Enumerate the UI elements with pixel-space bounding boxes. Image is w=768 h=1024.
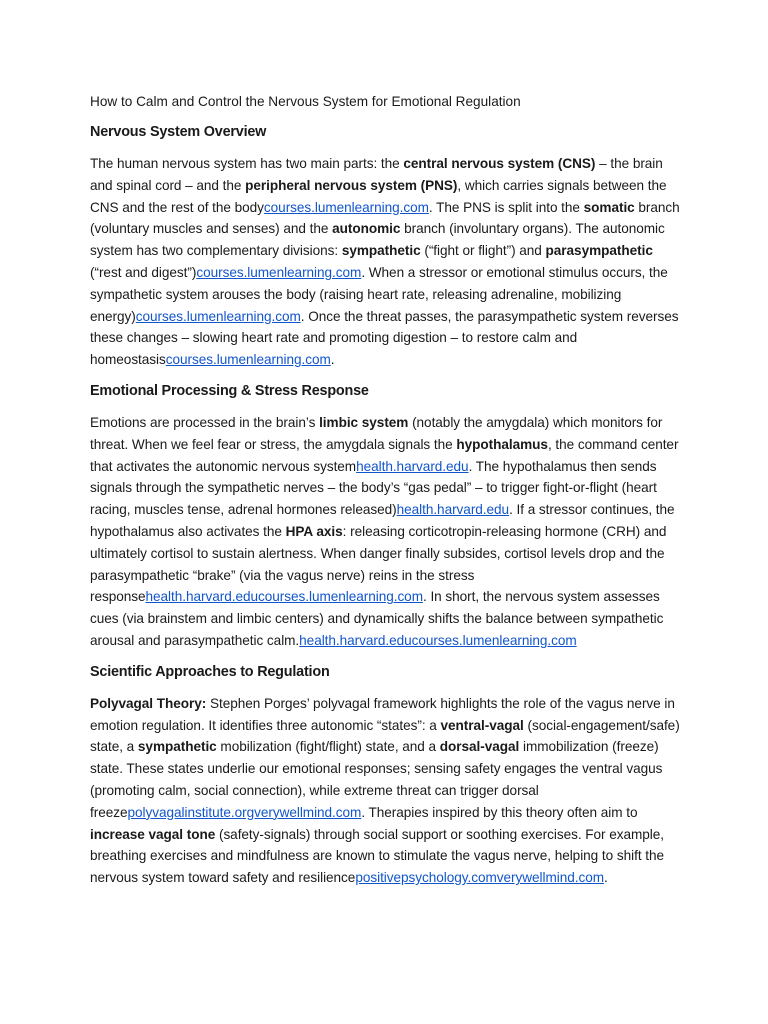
paragraph-text: , the command center that activates the autonomic nervous system: [90, 436, 679, 474]
source-link[interactable]: health.harvard.educourses.lumenlearning.com: [299, 632, 577, 648]
source-link[interactable]: courses.lumenlearning.com: [196, 264, 362, 280]
bold-term: sympathetic: [341, 243, 421, 259]
paragraph-text: . The hypothalamus then sends signals through the sympathetic nerves – the body’s “gas pedal” – to trigger fight-or-flight (heart racing, muscles tense, adrenal hormones released): [90, 458, 657, 518]
document-title: How to Calm and Control the Nervous System for Emotional Regulation: [90, 94, 521, 109]
paragraph-text: – the brain and spinal cord – and the: [90, 156, 663, 193]
paragraph-text: , which carries signals between the CNS and the rest of the body: [90, 177, 667, 215]
paragraph-text: branch (involuntary organs). The autonomic system has two complementary divisions:: [90, 221, 665, 259]
source-link[interactable]: health.harvard.educourses.lumenlearning.com: [145, 589, 423, 605]
bold-term: autonomic: [332, 221, 401, 237]
paragraph-text: . The PNS is split into the: [428, 199, 584, 215]
paragraph-text: .: [330, 352, 335, 368]
paragraph-text: . In short, the nervous system assesses cues (via brainstem and limbic centers) and dynamically shifts the balance between sympathetic arousal and parasympathetic calm.: [90, 589, 664, 648]
body-paragraph: [90, 693, 682, 889]
bold-term: increase vagal tone: [90, 826, 216, 842]
paragraph-text: Emotions are processed in the brain’s: [90, 414, 320, 430]
paragraph-text: . If a stressor continues, the hypothalamus also activates the: [90, 502, 675, 539]
paragraph-text: . Therapies inspired by this theory often aim to: [361, 804, 638, 820]
source-link[interactable]: polyvagalinstitute.orgverywellmind.com: [127, 804, 362, 820]
paragraph-text: (social-engagement/safe) state, a: [90, 717, 680, 755]
source-link[interactable]: health.harvard.edu: [356, 458, 469, 474]
paragraph-text: Stephen Porges’ polyvagal framework highlights the role of the vagus nerve in emotion regulation. It identifies three autonomic “states”: a: [90, 695, 675, 733]
bold-term: ventral-vagal: [440, 717, 524, 733]
source-link[interactable]: health.harvard.edu: [396, 502, 510, 518]
bold-term: somatic: [583, 199, 635, 215]
paragraph-text: (“rest and digest”): [90, 264, 197, 280]
paragraph-text: (“fight or flight”) and: [420, 243, 546, 259]
source-link[interactable]: positivepsychology.comverywellmind.com: [355, 870, 604, 886]
bold-term: limbic system: [319, 414, 409, 430]
body-paragraph: [90, 153, 682, 371]
bold-term: Polyvagal Theory:: [90, 695, 207, 711]
paragraph-text: immobilization (freeze) state. These states underlie our emotional responses; sensing safety engages the ventral vagus (promoting calm, social connection), while extreme threat can trigger dorsal freeze: [90, 739, 663, 820]
paragraph-text: .: [604, 870, 608, 886]
document-body: [90, 122, 682, 889]
section-heading: Scientific Approaches to Regulation: [90, 663, 330, 680]
paragraph-text: mobilization (fight/flight) state, and a: [216, 739, 440, 755]
bold-term: hypothalamus: [456, 436, 548, 452]
paragraph-text: . Once the threat passes, the parasympathetic system reverses these changes – slowing heart rate and promoting digestion – to restore calm and homeostasis: [90, 308, 679, 368]
bold-term: parasympathetic: [545, 243, 653, 259]
paragraph-text: branch (voluntary muscles and senses) and the: [90, 199, 680, 237]
paragraph-text: (notably the amygdala) which monitors for threat. When we feel fear or stress, the amygdala signals the: [90, 414, 663, 452]
paragraph-text: : releasing corticotropin-releasing hormone (CRH) and ultimately cortisol to sustain alertness. When danger finally subsides, cortisol levels drop and the parasympathetic “brake” (via the vagus nerve) reins in the stress response: [90, 523, 667, 605]
source-link[interactable]: courses.lumenlearning.com: [263, 199, 429, 215]
bold-term: sympathetic: [137, 739, 217, 755]
source-link[interactable]: courses.lumenlearning.com: [165, 352, 331, 368]
bold-term: central nervous system (CNS): [403, 156, 596, 171]
body-paragraph: [90, 412, 682, 652]
bold-term: peripheral nervous system (PNS): [245, 177, 458, 193]
paragraph-text: (safety-signals) through social support or soothing exercises. For example, breathing exercises and mindfulness are known to stimulate the vagus nerve, helping to shift the nervous system toward safety and resilience: [90, 826, 665, 886]
bold-term: dorsal-vagal: [439, 739, 520, 755]
paragraph-text: . When a stressor or emotional stimulus occurs, the sympathetic system arouses the body (raising heart rate, releasing adrenaline, mobilizing energy): [90, 264, 668, 324]
document-page: [90, 92, 682, 899]
section-heading: Emotional Processing & Stress Response: [90, 382, 369, 399]
bold-term: HPA axis: [285, 523, 343, 539]
paragraph-text: The human nervous system has two main parts: the: [90, 156, 404, 171]
source-link[interactable]: courses.lumenlearning.com: [135, 308, 301, 324]
section-heading: Nervous System Overview: [90, 124, 267, 140]
